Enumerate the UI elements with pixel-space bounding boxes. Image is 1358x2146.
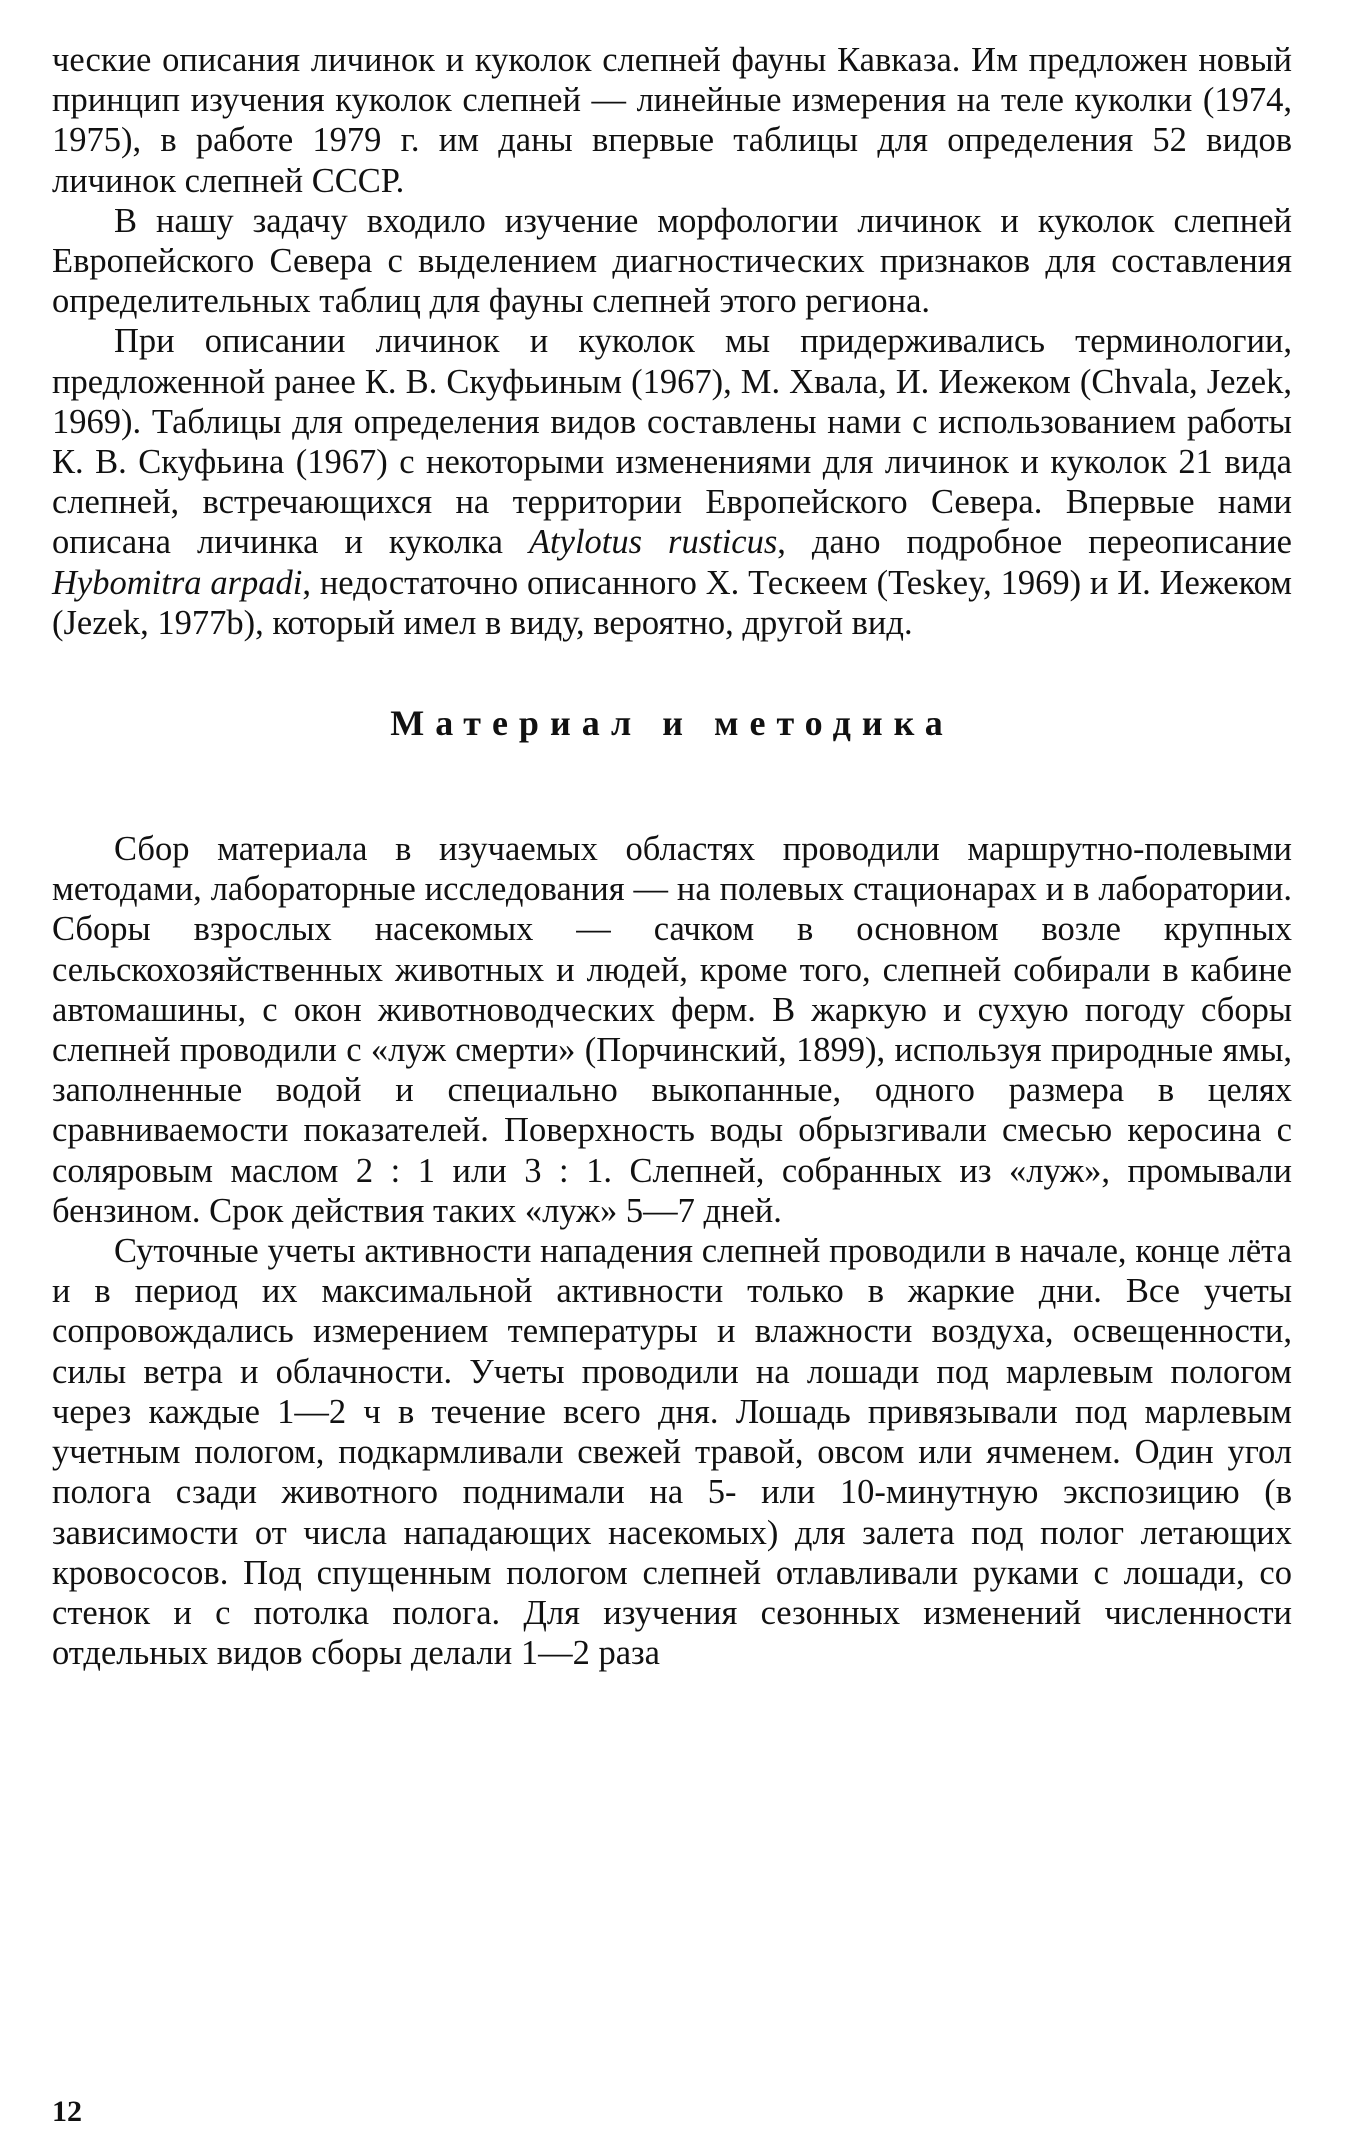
paragraph-terminology-text-3: , недостаточно описанного Х. Тескеем (Teskey, 1969) и И. Иежеком (Jezek, 1977b), который имел в виду, вероятно, другой вид. [52,563,1292,642]
species-name-hybomitra: Hybomitra arpadi [52,563,303,602]
page-number: 12 [52,2095,82,2128]
paragraph-intro-continued: ческие описания личинок и куколок слепней фауны Кавказа. Им предложен новый принцип изучения куколок слепней — линейные измерения на теле куколки (1974, 1975), в работе 1979 г. им даны впервые таблицы для определения 52 видов личинок слепней СССР. [52,41,1292,200]
document-page [52,40,1292,1673]
section-heading: Материал и методика [390,703,954,744]
paragraph-terminology [52,321,1292,643]
paragraph-terminology-text: При описании личинок и куколок мы придерживались терминологии, предложенной ранее К. В. Скуфьиным (1967), М. Хвала, И. Иежеком (Chvala, Jezek, 1969). Таблицы для определения видов составлены нами с использованием работы К. В. Скуфьина (1967) с некоторыми изменениями для личинок и куколок 21 вида слепней, встречающихся на территории Европейского Севера. Впервые нами описана личинка и куколка [52,322,1292,562]
paragraph-research-aim: В нашу задачу входило изучение морфологии личинок и куколок слепней Европейского Севера с выделением диагностических признаков для составления определительных таблиц для фауны слепней этого региона. [52,201,1292,321]
paragraph-terminology-text-2: , дано подробное переописание [777,523,1292,562]
paragraph-daily-counts: Суточные учеты активности нападения слепней проводили в начале, конце лёта и в период их максимальной активности только в жаркие дни. Все учеты сопровождались измерением температуры и влажности воздуха, освещенности, силы ветра и облачности. Учеты проводили на лошади под марлевым пологом через каждые 1—2 ч в течение всего дня. Лошадь привязывали под марлевым учетным пологом, подкармливали свежей травой, овсом или ячменем. Один угол полога сзади животного поднимали на 5- или 10-минутную экспозицию (в зависимости от числа нападающих насекомых) для залета под полог летающих кровососов. Под спущенным пологом слепней отлавливали руками с лошади, со стенок и с потолка полога. Для изучения сезонных изменений численности отдельных видов сборы делали 1—2 раза [52,1232,1292,1673]
species-name-atylotus: Atylotus rusticus [528,523,778,562]
paragraph-collection-methods: Сбор материала в изучаемых областях проводили маршрутно-полевыми методами, лабораторные исследования — на полевых стационарах и в лаборатории. Сборы взрослых насекомых — сачком в основном возле крупных сельскохозяйственных животных и людей, кроме того, слепней собирали в кабине автомашины, с окон животноводческих ферм. В жаркую и сухую погоду сборы слепней проводили с «луж смерти» (Порчинский, 1899), используя природные ямы, заполненные водой и специально выкопанные, одного размера в целях сравниваемости показателей. Поверхность воды обрызгивали смесью керосина с соляровым маслом 2 : 1 или 3 : 1. Слепней, собранных из «луж», промывали бензином. Срок действия таких «луж» 5—7 дней. [52,830,1292,1230]
